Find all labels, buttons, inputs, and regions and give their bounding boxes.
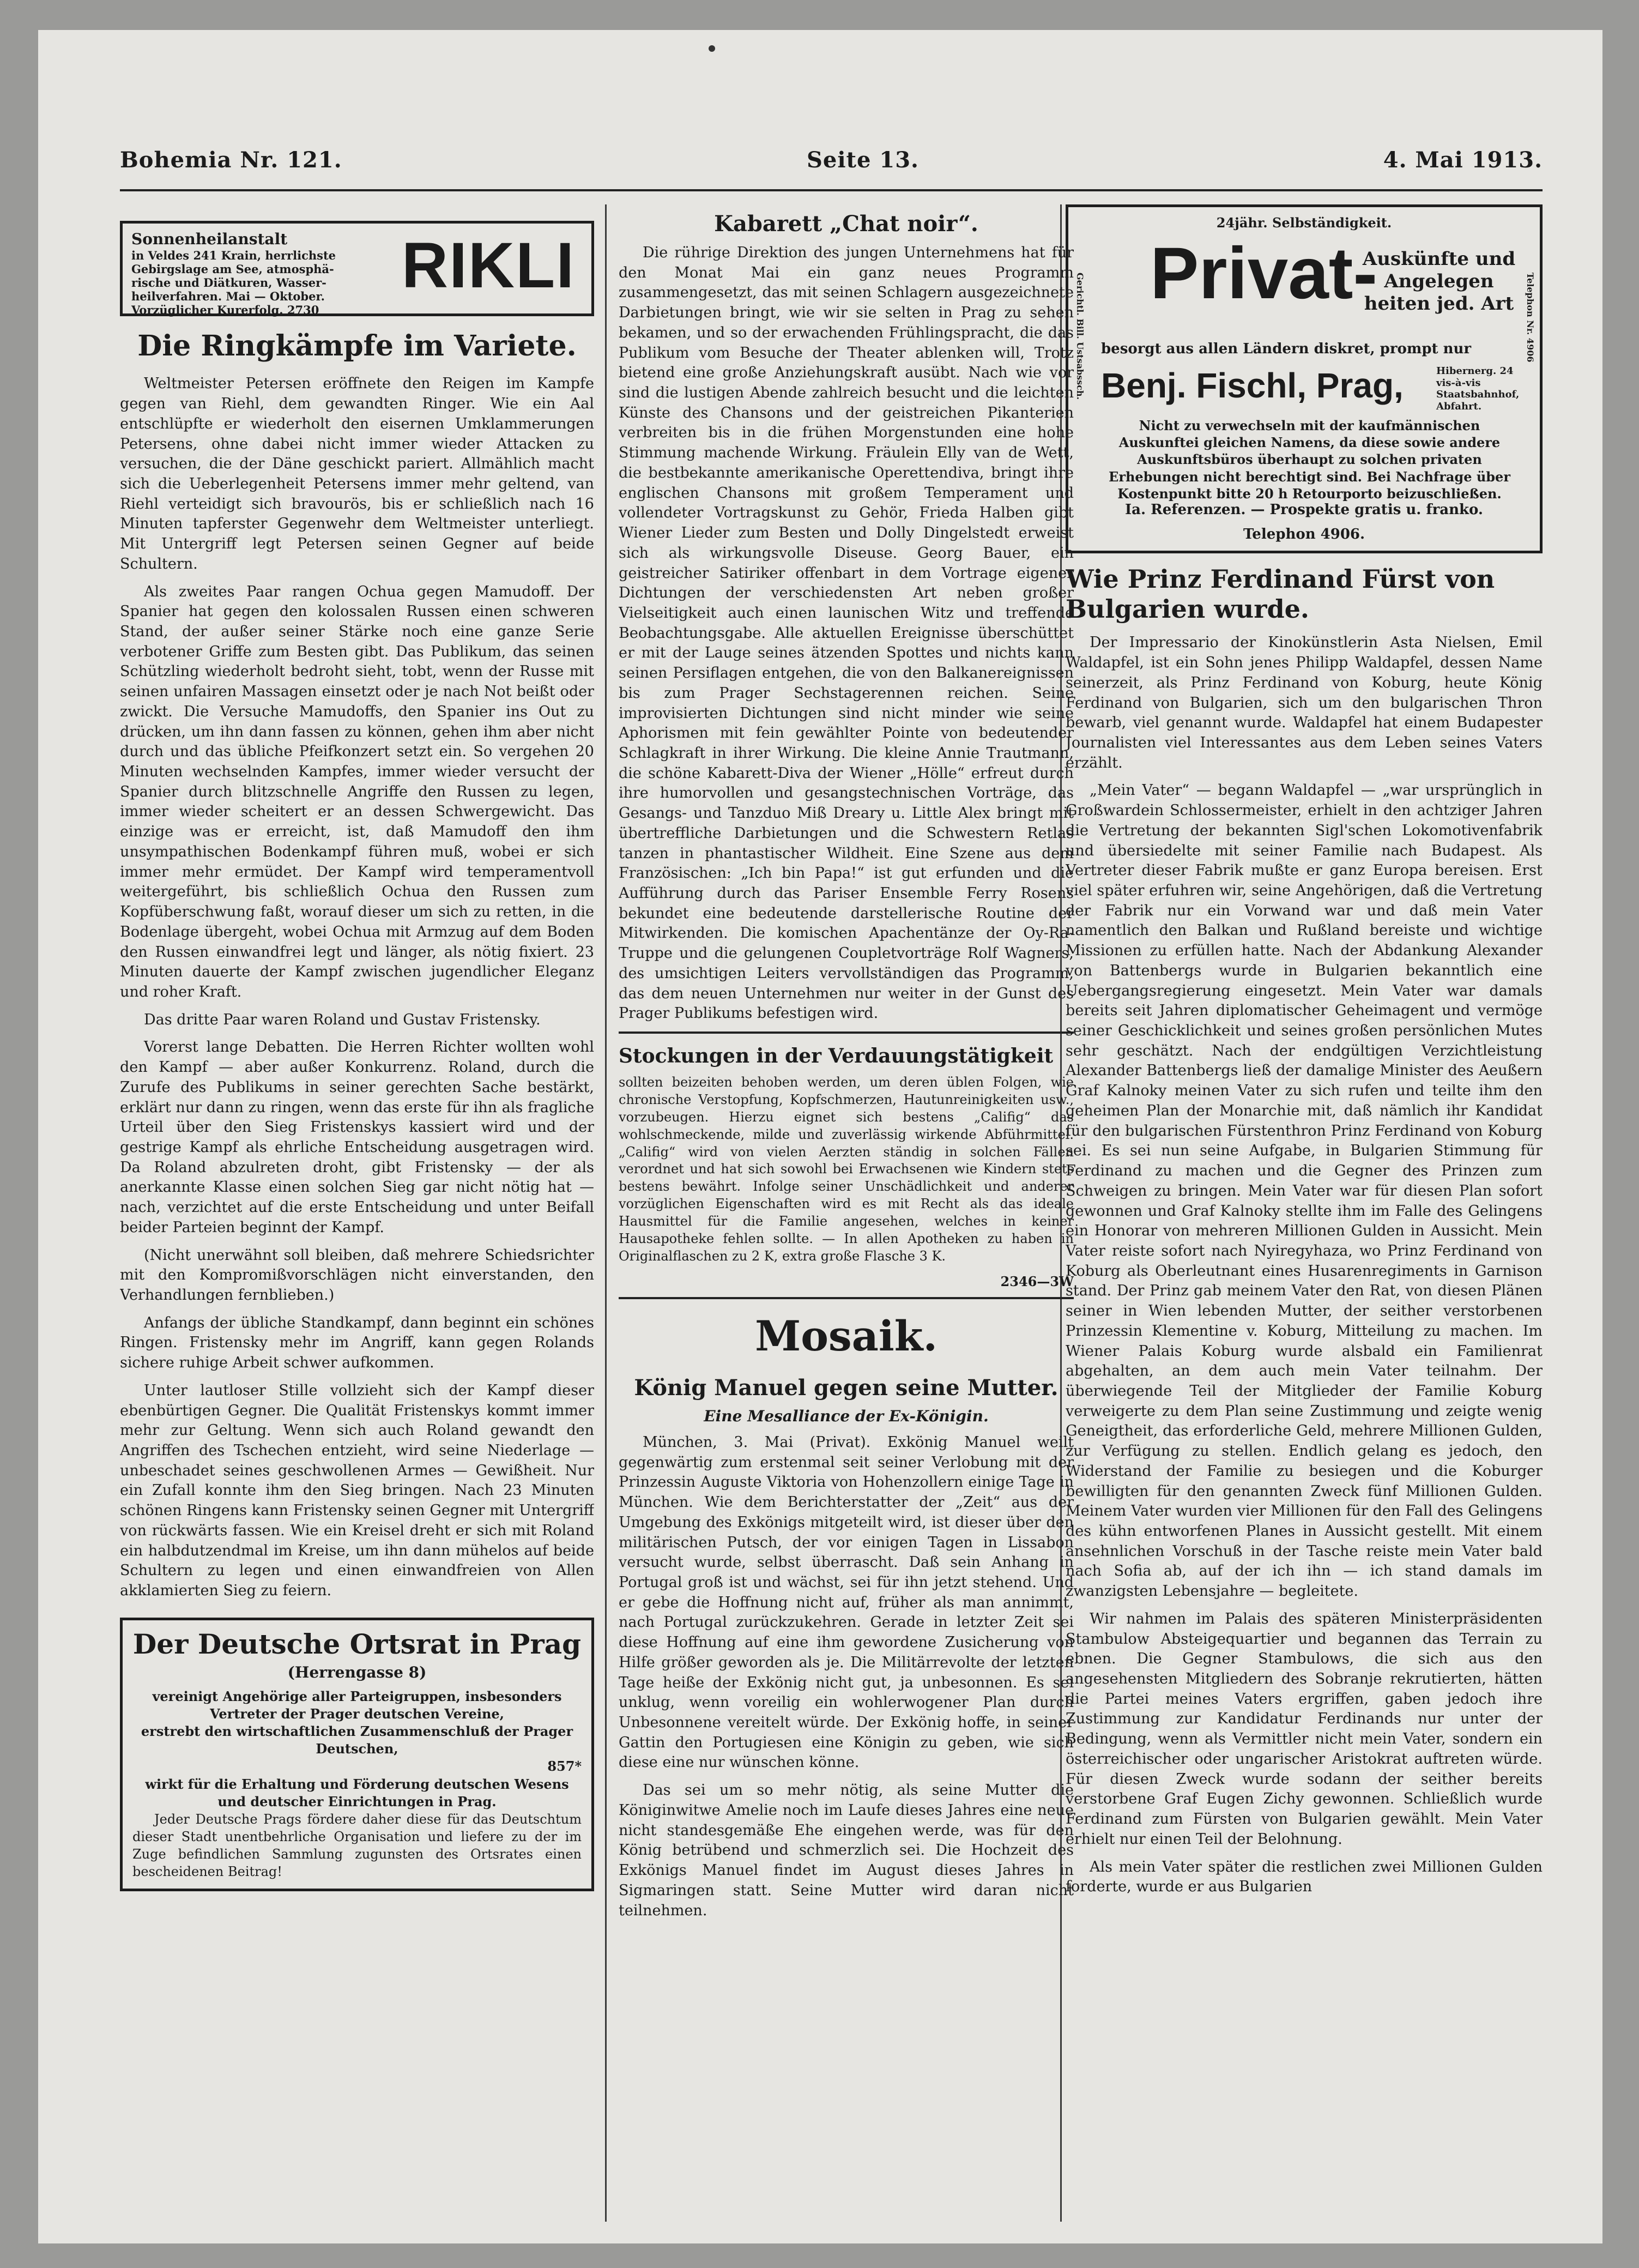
masthead	[120, 147, 1543, 185]
article-paragraph: Der Impressario der Kinokünstlerin Asta Nielsen, Emil Waldapfel, ist ein Sohn jenes Philipp Waldapfel, dessen Name seinerzeit, als Prinz Ferdinand von Koburg, heute König Ferdinand von Bulgarien, sich um den bulgarischen Thron bewarb, viel genannt wurde. Waldapfel hat einem Budapester Journalisten viel Interessantes aus dem Leben seines Vaters erzählt.	[1066, 634, 1543, 771]
article-paragraph: Weltmeister Petersen eröffnete den Reigen im Kampfe gegen van Riehl, dem gewandten Ringer. Wie ein Aal entschlüpfte er wiederholt den eisernen Umklammerungen Petersens, ohne dabei nicht immer wieder Attacken zu versuchen, die der Däne geschickt pariert. Allmählich macht sich die Ueberlegenheit Petersens immer mehr geltend, van Riehl verteidigt sich bravourös, bis er schließlich nach 16 Minuten tapferster Gegenwehr dem Weltmeister unterliegt. Mit Untergriff legt Petersen seinen Gegner auf beide Schultern.	[120, 375, 594, 572]
rikli-ad-line: rische und Diätkuren, Wasser-	[131, 275, 326, 289]
mosaik-title: Mosaik.	[755, 1311, 938, 1360]
privat-body: Nicht zu verwechseln mit der kaufmännischen Auskunftei gleichen Namens, da diese sowie andere Auskunftsbüros überhaupt zu solchen privaten Erhebungen nicht berechtigt sind. Bei Nachfrage über Kostenpunkt bitte 20 h Retourporto beizuschließen.	[1109, 418, 1510, 502]
column-left	[120, 204, 594, 2222]
privat-advertisement	[1066, 204, 1543, 553]
ortsrat-advertisement	[120, 1618, 594, 1891]
ortsrat-code: 857*	[547, 1758, 582, 1775]
rikli-ad-line: Gebirgslage am See, atmosphä-	[131, 262, 334, 276]
column-right	[1066, 204, 1543, 2222]
article-paragraph: Unter lautloser Stille vollzieht sich der Kampf dieser ebenbürtigen Gegner. Die Qualität Fristenskys kommt immer mehr zur Geltung. Wenn sich auch Roland gewandt den Angriffen des Tschechen entzieht, wird seine Niederlage — unbeschadet seines geschwollenen Armes — Gewißheit. Nur ein Zufall konnte ihm den Sieg bringen. Nach 23 Minuten schönen Ringens kann Fristensky seinen Gegner mit Untergriff von rückwärts fassen. Wie ein Kreisel dreht er sich mit Roland ein halbdutzendmal im Kreise, um ihn dann mühelos auf beide Schultern zu legen und einen einwandfreien von Allen akklamierten Sieg zu feiern.	[120, 1382, 594, 1600]
privat-refs: Ia. Referenzen. — Prospekte gratis u. franko.	[1125, 502, 1483, 518]
califig-text: sollten beizeiten behoben werden, um deren üblen Folgen, wie chronische Verstopfung, Kopfschmerzen, Hautunreinigkeiten usw., vorzubeugen. Hierzu eignet sich bestens „Califig“ das wohlschmeckende, milde und zuverlässig wirkende Abführmittel. „Califig“ wird von vielen Aerzten ständig in solchen Fällen verordnet und hat sich sowohl bei Erwachsenen wie Kindern stets bestens bewährt. Infolge seiner Unschädlichkeit und anderer vorzüglichen Eigenschaften wird es mit Recht als das ideale Hausmittel für die Familie angesehen, welches in keiner Hausapotheke fehlen sollte. — In allen Apotheken zu haben in Originalflaschen zu 2 K, extra große Flasche 3 K.	[619, 1074, 1074, 1264]
rikli-ad-line: in Veldes 241 Krain, herrlichste	[131, 248, 336, 262]
article-paragraph: Vorerst lange Debatten. Die Herren Richter wollten wohl den Kampf — aber außer Konkurrenz. Roland, durch die Zurufe des Publikums in seiner gerechten Sache bestärkt, erklärt nur dann zu ringen, wenn das erste für ihn als fragliche Urteil über den Sieg Fristenskys kassiert wird und der gestrige Kampf als ehrliche Entscheidung ausgetragen wird. Da Roland abzulreten droht, gibt Fristensky — der als anerkannte Klasse einen solchen Sieg gar nicht nötig hat — nach, verzichtet auf die erste Entscheidung und unter Beifall beider Parteien beginnt der Kampf.	[120, 1039, 594, 1236]
ortsrat-line: erstrebt den wirtschaftlichen Zusammenschluß der Prager Deutschen,	[141, 1723, 573, 1757]
rikli-ad-line: Vorzüglicher Kurerfolg. 2730	[131, 303, 319, 317]
ferdinand-title: Wie Prinz Ferdinand Fürst von Bulgarien wurde.	[1066, 564, 1495, 624]
column-middle	[619, 204, 1074, 2222]
privat-address: Hibernerg. 24 vis-à-vis Staatsbahnhof, Abfahrt.	[1436, 365, 1520, 412]
mosaik-headline: König Manuel gegen seine Mutter.	[634, 1374, 1059, 1401]
privat-side: Auskünfte und Angelegen heiten jed. Art	[1362, 248, 1516, 315]
masthead-issue: Bohemia Nr. 121.	[120, 147, 342, 173]
article-paragraph: Als mein Vater später die restlichen zwei Millionen Gulden forderte, wurde er aus Bulgarien	[1066, 1858, 1543, 1896]
privat-vertical-right: Telephon Nr. 4906	[1525, 273, 1535, 363]
article-paragraph: Anfangs der übliche Standkampf, dann beginnt ein schönes Ringen. Fristensky mehr im Angriff, kann gegen Rolands sichere ruhige Arbeit schwer aufkommen.	[120, 1314, 594, 1372]
privat-top: 24jähr. Selbständigkeit.	[1216, 215, 1392, 231]
califig-advertisement	[619, 1043, 1074, 1290]
kabarett-title: Kabarett „Chat noir“.	[714, 211, 978, 237]
rikli-brand: RIKLI	[401, 230, 575, 301]
article-paragraph: Das dritte Paar waren Roland und Gustav Fristensky.	[144, 1011, 541, 1028]
privat-brand: Privat-	[1150, 233, 1378, 314]
rikli-ad-text	[131, 230, 371, 317]
califig-title: Stockungen in der Verdauungstätigkeit	[619, 1045, 1054, 1068]
newspaper-page	[38, 30, 1602, 2243]
ortsrat-line: wirkt für die Erhaltung und Förderung deutschen Wesens und deutscher Einrichtungen in Prag.	[145, 1776, 569, 1809]
masthead-date: 4. Mai 1913.	[1383, 147, 1543, 173]
masthead-page-number: Seite 13.	[807, 147, 919, 173]
rikli-ad-line: Sonnenheilanstalt	[131, 230, 288, 248]
mosaik-subline: Eine Mesalliance der Ex-Königin.	[704, 1407, 989, 1425]
article-paragraph: (Nicht unerwähnt soll bleiben, daß mehrere Schiedsrichter mit den Kompromißvorschlägen nicht einverstanden, den Verhandlungen fernblieben.)	[120, 1246, 594, 1304]
califig-ref: 2346—3W	[1000, 1273, 1074, 1289]
rikli-ad-line: heilverfahren. Mai — Oktober.	[131, 289, 325, 304]
ortsrat-line: vereinigt Angehörige aller Parteigruppen, insbesonders Vertreter der Prager deutschen Vereine,	[152, 1688, 562, 1722]
article-paragraph: Das sei um so mehr nötig, als seine Mutter die Königinwitwe Amelie noch im Laufe dieses Jahres eine neue nicht standesgemäße Ehe eingehen werde, was für den König betrübend und schmerzlich sei. Die Hochzeit des Exkönigs Manuel findet im August dieses Jahres in Sigmaringen statt. Seine Mutter wird daran nicht teilnehmen.	[619, 1782, 1074, 1919]
column-divider	[605, 204, 607, 2222]
article-paragraph: Die rührige Direktion des jungen Unternehmens hat für den Monat Mai ein ganz neues Programm zusammengesetzt, das mit seinen Schlagern ausgezeichnete Darbietungen bringt, wie wir sie selten in Prag zu sehen bekamen, und so der erwachenden Frühlingspracht, die das Publikum vom Besuche der Theater ablenken will, Trotz bietend eine große Anziehungskraft ausübt. Nach wie vor sind die lustigen Abende zahlreich besucht und die leichten Künste des Chansons und der geistreichen Pikanterien verbreiten bis in die frühen Morgenstunden eine hohe Stimmung machende Wirkung. Fräulein Elly van de Wett, die bestbekannte amerikanische Operettendiva, bringt ihre englischen Chansons mit großem Temperament und vollendeter Vortragskunst zu Gehör, Frieda Halben gibt Wiener Lieder zum Besten und Dolly Dingelstedt erweist sich als wirkungsvolle Diseuse. Georg Bauer, ein geistreicher Satiriker offenbart in dem Vortrage eigener Dichtungen der verschiedensten Art neben großer Vielseitigkeit auch einen launischen Witz und treffende Beobachtungsgabe. Alle aktuellen Ereignisse überschüttet er mit der Lauge seines ätzenden Spottes und nichts kann seinen Persiflagen entgehen, die von den Balkanereignissen bis zum Prager Sechstagerennen reichen. Seine improvisierten Dichtungen sind nicht minder wie seine Aphorismen mit fein gewählter Pointe von bedeutender Schlagkraft in ihrer Wirkung. Die kleine Annie Trautmann, die schöne Kabarett-Diva der Wiener „Hölle“ erfreut durch ihre humorvollen und gesangstechnischen Vorträge, das Gesangs- und Tanzduo Miß Dreary u. Little Alex bringt mit übertreffliche Darbietungen und die Schwestern Retlas tanzen in phantastischer Wildheit. Eine Szene aus dem Französischen: „Ich bin Papa!“ ist gut erfunden und die Aufführung durch das Pariser Ensemble Ferry Rosens bekundet eine bedeutende darstellerische Routine der Mitwirkenden. Die komischen Apachentänze der Oy-Ra-Truppe und die gelungenen Coupletvorträge Rolf Wagners, des umsichtigen Leiters vervollständigen das Programm, das dem neuen Unternehmen nur weiter in der Gunst des Prager Publikums befestigen wird.	[619, 244, 1074, 1022]
privat-name: Benj. Fischl, Prag,	[1101, 366, 1404, 405]
article-paragraph: München, 3. Mai (Privat). Exkönig Manuel weilt gegenwärtig zum erstenmal seit seiner Verlobung mit der Prinzessin Auguste Viktoria von Hohenzollern einige Tage in München. Wie dem Berichterstatter der „Zeit“ aus der Umgebung des Exkönigs mitgeteilt wird, ist dieser über den militärischen Putsch, der vor einigen Tagen in Lissabon versucht wurde, selbst überrascht. Daß sein Anhang in Portugal groß ist und wächst, sei für ihn jetzt stehend. Und er gebe die Hoffnung nicht auf, früher als man annimmt, nach Portugal zurückzukehren. Gerade in letzter Zeit sei diese Hoffnung auf eine ihm gewordene Zusicherung von Hilfe größer geworden als je. Die Militärrevolte der letzten Tage heiße der Exkönig nicht gut, ja unbesonnen. Es sei unklug, wenn voreilig ein wohlerwogener Plan durch Unbesonnene vereitelt würde. Der Exkönig hoffe, in seiner Gattin den Portugiesen eine Königin zu geben, wie sich diese eine nur wünschen könne.	[619, 1433, 1074, 1771]
speck-mark	[709, 45, 715, 52]
ringkampf-title: Die Ringkämpfe im Variete.	[137, 329, 577, 363]
rikli-advertisement	[120, 221, 594, 316]
privat-line: besorgt aus allen Ländern diskret, prompt nur	[1101, 341, 1472, 357]
privat-vertical-left: Gerichtl. Bill. Ustsabssch.	[1075, 273, 1085, 400]
section-rule	[619, 1297, 1074, 1299]
article-paragraph: „Mein Vater“ — begann Waldapfel — „war ursprünglich in Großwardein Schlossermeister, erhielt in den achtziger Jahren die Vertretung der bekannten Sigl'schen Lokomotivenfabrik und übersiedelte mit seiner Familie nach Budapest. Als Vertreter dieser Fabrik mußte er ganz Europa bereisen. Erst viel später erfuhren wir, seine Angehörigen, daß die Vertretung der Fabrik nur ein Vorwand war und daß mein Vater namentlich den Balkan und Rußland bereiste und wichtige Missionen zu erfüllen hatte. Nach der Abdankung Alexander von Battenbergs wurde in Bulgarien bekanntlich eine Uebergangsregierung eingesetzt. Mein Vater war damals bereits seit Jahren diplomatischer Geheimagent und vermöge seiner Geschicklichkeit und seines großen persönlichen Mutes sehr geschätzt. Nach der endgültigen Verzichtleistung Alexander Battenbergs ließ der damalige Minister des Aeußern Graf Kalnoky meinen Vater zu sich rufen und teilte ihm den geheimen Plan der Monarchie mit, daß nämlich ihr Kandidat für den bulgarischen Fürstenthron Prinz Ferdinand von Koburg sei. Es sei nun seine Aufgabe, in Bulgarien Stimmung für Ferdinand zu machen und die Gegner des Prinzen zum Schweigen zu bringen. Mein Vater war für diesen Plan sofort gewonnen und Graf Kalnoky stellte ihm im Falle des Gelingens ein Honorar von mehreren Millionen Gulden in Aussicht. Mein Vater reiste sofort nach Nyiregyhaza, wo Prinz Ferdinand von Koburg als Oberleutnant eines Husarenregiments in Garnison stand. Der Prinz gab meinem Vater den Rat, von diesen Plänen seiner in Wien lebenden Mutter, der seither verstorbenen Prinzessin Klementine v. Koburg, Mitteilung zu machen. Im Wiener Palais Koburg wurde alsbald ein Familienrat abgehalten, an dem auch mein Vater teilnahm. Der überwiegende Teil der Mitglieder der Familie Koburg verweigerte zu dem Plan seine Zustimmung und zeigte wenig Geneigtheit, das erforderliche Geld, mehrere Millionen Gulden, zur Verfügung zu stellen. Endlich gelang es jedoch, den Widerstand der Familie zu besiegen und die Koburger bewilligten für den genannten Zweck fünf Millionen Gulden. Meinem Vater wurden vier Millionen für den Fall des Gelingens des kühn entworfenen Planes in Aussicht gestellt. Mit einem ansehnlichen Vorschuß in der Tasche reiste mein Vater bald nach Sofia ab, auf der ich ihn — ich stand damals im zwanzigsten Lebensjahre — begleitete.	[1066, 782, 1543, 1600]
article-paragraph: Wir nahmen im Palais des späteren Ministerpräsidenten Stambulow Absteigequartier und begannen das Terrain zu ebnen. Die Gegner Stambulows, die sich aus den angesehensten Mitgliedern des Sobranje rekrutierten, hätten die Partei meines Vaters ergriffen, gaben jedoch ihre Zustimmung zur Kandidatur Ferdinands nur unter der Bedingung, wenn als Vermittler nicht mein Vater, sondern ein österreichischer oder ungarischer Aristokrat auftreten würde. Für diesen Zweck wurde sodann der seither bereits verstorbene Graf Eugen Zichy gewonnen. Schließlich wurde Ferdinand zum Fürsten von Bulgarien gewählt. Mein Vater erhielt nur einen Teil der Belohnung.	[1066, 1610, 1543, 1848]
ortsrat-appeal: Jeder Deutsche Prags fördere daher diese für das Deutschtum dieser Stadt unentbehrliche Organisation und liefere zu der im Zuge befindlichen Sammlung zugunsten des Ortsrates einen bescheidenen Beitrag!	[132, 1811, 582, 1880]
article-paragraph: Als zweites Paar rangen Ochua gegen Mamudoff. Der Spanier hat gegen den kolossalen Russen einen schweren Stand, der außer seiner Stärke noch eine ganze Serie verbotener Griffe zum Besten gibt. Das Publikum, das seinen Schützling wiederholt bedroht sieht, tobt, wenn der Russe mit seinen unfairen Massagen einsetzt oder je nach Not beißt oder zwickt. Die Versuche Mamudoffs, den Spanier ins Out zu drücken, um ihn dann fassen zu können, gehen ihm aber nicht durch und das übliche Pfeifkonzert setzt ein. So vergehen 20 Minuten wechselnden Kampfes, immer wieder versucht der Spanier durch blitzschnelle Angriffe den Russen zu legen, immer wieder scheitert er an dessen Schwergewicht. Das einzige was er erreicht, ist, daß Mamudoff den ihm unsympathischen Bodenkampf führen muß, wobei er sich immer mehr ermüdet. Der Kampf wird temperamentvoll weitergeführt, bis schließlich Ochua den Russen zum Kopfüberschwung faßt, worauf dieser um sich zu retten, in die Bodenlage übergeht, wobei Ochua mit Armzug auf dem Boden den Russen einwandfrei legt und länger, als nötig fixiert. 23 Minuten dauerte der Kampf zwischen jugendlicher Eleganz und roher Kraft.	[120, 583, 594, 1000]
ortsrat-title: Der Deutsche Ortsrat in Prag	[132, 1627, 582, 1660]
ortsrat-address: (Herrengasse 8)	[287, 1663, 427, 1681]
masthead-rule	[120, 189, 1543, 191]
privat-telephone: Telephon 4906.	[1243, 526, 1365, 542]
section-rule	[619, 1032, 1074, 1034]
